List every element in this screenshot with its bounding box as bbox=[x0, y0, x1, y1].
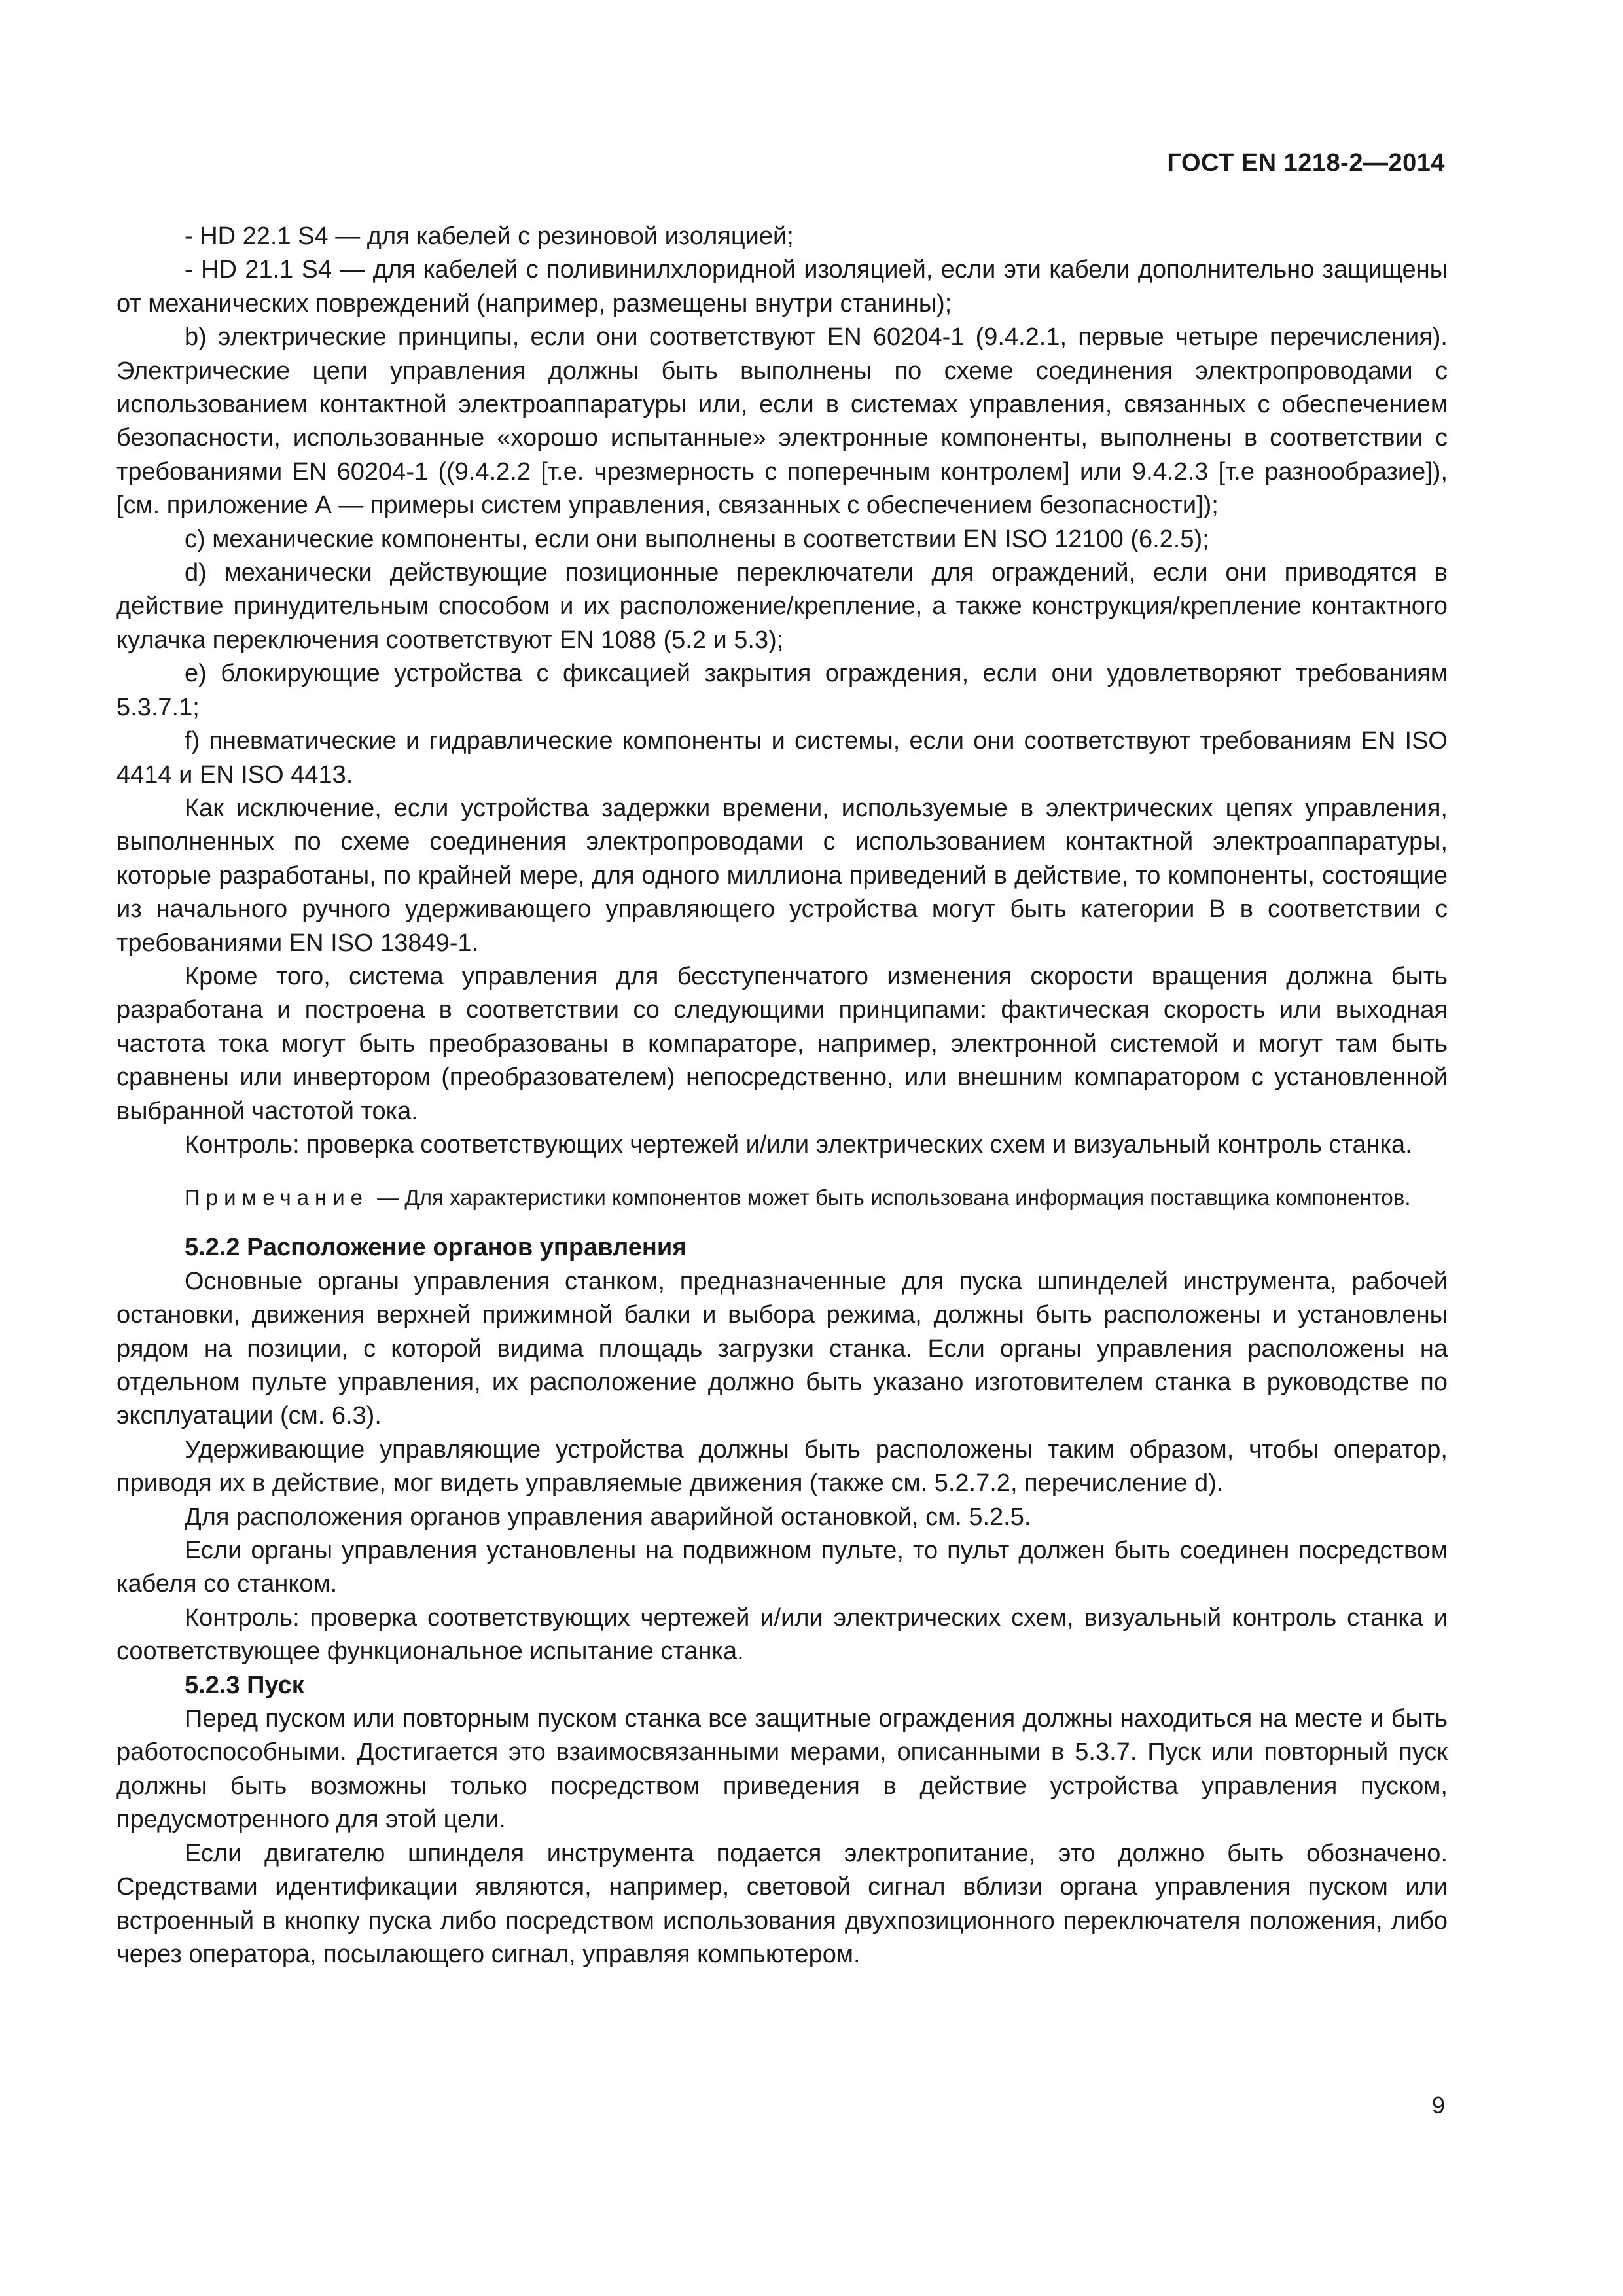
page-number: 9 bbox=[1431, 2092, 1445, 2119]
section-heading: 5.2.3 Пуск bbox=[185, 1671, 304, 1699]
paragraph: d) механически действующие позиционные переключатели для ограждений, если они приводятся в действие принудительным способом и их расположение/крепление, а также конструкция/крепление контактного кулачка переключения соответствуют EN 1088 (5.2 и 5.3); bbox=[116, 559, 1448, 654]
paragraph: Контроль: проверка соответствующих чертежей и/или электрических схем, визуальный контроль станка и соответствующее функциональное испытание станка. bbox=[116, 1604, 1448, 1666]
paragraph: - HD 22.1 S4 — для кабелей с резиновой изоляцией; bbox=[185, 223, 794, 250]
paragraph: b) электрические принципы, если они соответствуют EN 60204-1 (9.4.2.1, первые четыре перечисления). Электрические цепи управления должны быть выполнены по схеме соединения электропроводами с использованием контактной электроаппаратуры или, если в системах управления, связанных с обеспечением безопасности, использованные «хорошо испытанные» электронные компоненты, выполнены в соответствии с требованиями EN 60204-1 ((9.4.2.2 [т.е. чрезмерность с поперечным контролем] или 9.4.2.3 [т.е разнообразие]), [см. приложение А — примеры систем управления, связанных с обеспечением безопасности]); bbox=[116, 323, 1448, 520]
paragraph: Как исключение, если устройства задержки времени, используемые в электрических цепях управления, выполненных по схеме соединения электропроводами с использованием контактной электроаппаратуры, которые разработаны, по крайней мере, для одного миллиона приведений в действие, то компоненты, состоящие из начального ручного удерживающего управляющего устройства могут быть категории В в соответствии с требованиями EN ISO 13849-1. bbox=[116, 794, 1448, 957]
paragraph: c) механические компоненты, если они выполнены в соответствии EN ISO 12100 (6.2.5); bbox=[185, 525, 1209, 553]
paragraph: - HD 21.1 S4 — для кабелей с поливинилхлоридной изоляцией, если эти кабели дополнительно защищены от механических повреждений (например, размещены внутри станины); bbox=[116, 256, 1448, 317]
note-label: Примечание bbox=[185, 1185, 369, 1210]
document-body bbox=[116, 220, 1448, 1971]
paragraph: Контроль: проверка соответствующих чертежей и/или электрических схем и визуальный контроль станка. bbox=[185, 1130, 1412, 1158]
paragraph: e) блокирующие устройства с фиксацией закрытия ограждения, если они удовлетворяют требованиям 5.3.7.1; bbox=[116, 660, 1448, 721]
paragraph: Удерживающие управляющие устройства должны быть расположены таким образом, чтобы оператор, приводя их в действие, мог видеть управляемые движения (также см. 5.2.7.2, перечисление d). bbox=[116, 1435, 1448, 1498]
note bbox=[116, 1184, 1448, 1211]
document-header: ГОСТ EN 1218-2—2014 bbox=[1167, 149, 1445, 177]
paragraph: Основные органы управления станком, предназначенные для пуска шпинделей инструмента, рабочей остановки, движения верхней прижимной балки и выбора режима, должны быть расположены и установлены рядом на позиции, с которой видима площадь загрузки станка. Если органы управления расположены на отдельном пульте управления, их расположение должно быть указано изготовителем станка в руководстве по эксплуатации (см. 6.3). bbox=[116, 1267, 1448, 1430]
section-heading: 5.2.2 Расположение органов управления bbox=[185, 1234, 687, 1262]
paragraph: Для расположения органов управления аварийной остановкой, см. 5.2.5. bbox=[185, 1503, 1031, 1531]
paragraph: Если двигателю шпинделя инструмента подается электропитание, это должно быть обозначено. Средствами идентификации являются, например, световой сигнал вблизи органа управления пуском или встроенный в кнопку пуска либо посредством использования двухпозиционного переключателя положения, либо через оператора, посылающего сигнал, управляя компьютером. bbox=[116, 1839, 1448, 1968]
note-text: — Для характеристики компонентов может быть использована информация поставщика компонентов. bbox=[377, 1185, 1411, 1210]
paragraph: Если органы управления установлены на подвижном пульте, то пульт должен быть соединен посредством кабеля со станком. bbox=[116, 1537, 1448, 1598]
paragraph: Кроме того, система управления для бесступенчатого изменения скорости вращения должна быть разработана и построена в соответствии со следующими принципами: фактическая скорость или выходная частота тока могут быть преобразованы в компараторе, например, электронной системой и могут там быть сравнены или инвертором (преобразователем) непосредственно, или внешним компаратором с установленной выбранной частотой тока. bbox=[116, 962, 1448, 1125]
paragraph: f) пневматические и гидравлические компоненты и системы, если они соответствуют требованиям EN ISO 4414 и EN ISO 4413. bbox=[116, 727, 1448, 789]
paragraph: Перед пуском или повторным пуском станка все защитные ограждения должны находиться на месте и быть работоспособными. Достигается это взаимосвязанными мерами, описанными в 5.3.7. Пуск или повторный пуск должны быть возможны только посредством приведения в действие устройства управления пуском, предусмотренного для этой цели. bbox=[116, 1705, 1448, 1834]
